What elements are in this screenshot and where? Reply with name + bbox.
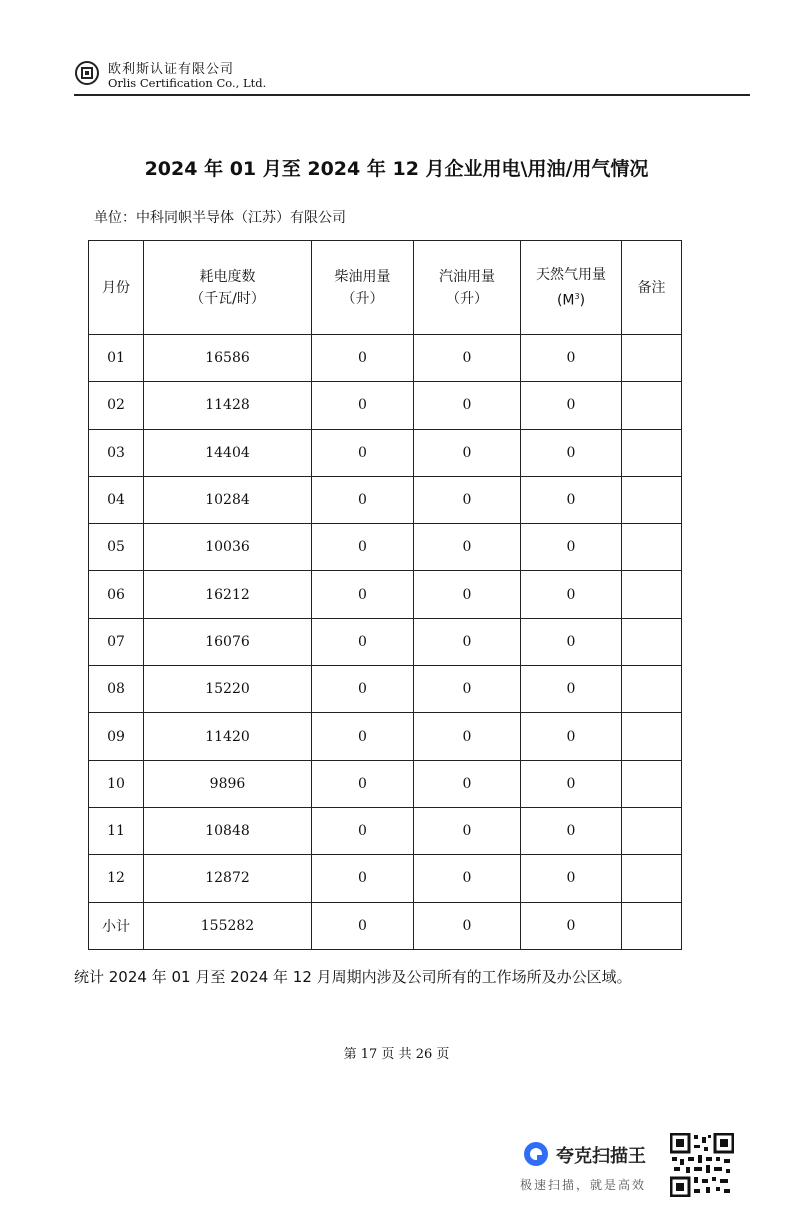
month-cell: 12: [89, 855, 144, 902]
gasoline-cell: 0: [414, 571, 521, 618]
company-logo-icon: [74, 60, 100, 86]
subtotal-gasoline: 0: [414, 902, 521, 949]
note-cell: [622, 855, 682, 902]
gas-cell: 0: [521, 335, 622, 382]
table-row: [89, 855, 682, 902]
column-header-natural-gas: 天然气用量 $(M^3)$: [521, 241, 622, 335]
electricity-cell: 11420: [144, 713, 312, 760]
electricity-cell: 16076: [144, 618, 312, 665]
electricity-cell: 10848: [144, 807, 312, 854]
month-cell: 04: [89, 476, 144, 523]
table-row: [89, 713, 682, 760]
page-header: [74, 56, 750, 96]
subtotal-electricity: 155282: [144, 902, 312, 949]
month-cell: 01: [89, 335, 144, 382]
gasoline-cell: 0: [414, 524, 521, 571]
gas-cell: 0: [521, 855, 622, 902]
gas-cell: 0: [521, 713, 622, 760]
subtotal-label: 小计: [89, 902, 144, 949]
month-cell: 07: [89, 618, 144, 665]
month-cell: 05: [89, 524, 144, 571]
table-body: [89, 335, 682, 950]
note-cell: [622, 713, 682, 760]
electricity-cell: 12872: [144, 855, 312, 902]
electricity-cell: 11428: [144, 382, 312, 429]
electricity-cell: 16586: [144, 335, 312, 382]
column-header-note: 备注: [622, 241, 682, 335]
electricity-cell: 16212: [144, 571, 312, 618]
note-cell: [622, 760, 682, 807]
gasoline-cell: 0: [414, 382, 521, 429]
subtotal-diesel: 0: [312, 902, 414, 949]
energy-usage-table: [88, 240, 682, 950]
scanner-brand-name: 夸克扫描王: [556, 1146, 646, 1167]
note-cell: [622, 476, 682, 523]
diesel-cell: 0: [312, 476, 414, 523]
column-header-month: 月份: [89, 241, 144, 335]
gas-cell: 0: [521, 618, 622, 665]
note-cell: [622, 335, 682, 382]
month-cell: 03: [89, 429, 144, 476]
company-name-en: Orlis Certification Co., Ltd.: [108, 76, 267, 90]
gas-cell: 0: [521, 382, 622, 429]
note-cell: [622, 571, 682, 618]
diesel-cell: 0: [312, 713, 414, 760]
gasoline-cell: 0: [414, 666, 521, 713]
column-header-diesel: 柴油用量 （升）: [312, 241, 414, 335]
table-row: [89, 429, 682, 476]
subtotal-gas: 0: [521, 902, 622, 949]
diesel-cell: 0: [312, 760, 414, 807]
table-row: [89, 335, 682, 382]
gasoline-cell: 0: [414, 618, 521, 665]
electricity-cell: 15220: [144, 666, 312, 713]
table-header-row: [89, 241, 682, 335]
table-row: [89, 524, 682, 571]
month-cell: 10: [89, 760, 144, 807]
diesel-cell: 0: [312, 382, 414, 429]
diesel-cell: 0: [312, 429, 414, 476]
electricity-cell: 14404: [144, 429, 312, 476]
month-cell: 06: [89, 571, 144, 618]
table-row: [89, 476, 682, 523]
table-row: [89, 382, 682, 429]
month-cell: 08: [89, 666, 144, 713]
gas-cell: 0: [521, 760, 622, 807]
gasoline-cell: 0: [414, 760, 521, 807]
diesel-cell: 0: [312, 571, 414, 618]
gas-cell: 0: [521, 429, 622, 476]
gasoline-cell: 0: [414, 807, 521, 854]
table-row: [89, 760, 682, 807]
note-cell: [622, 666, 682, 713]
scanner-slogan: 极速扫描，就是高效: [520, 1178, 647, 1192]
table-row: [89, 807, 682, 854]
electricity-cell: 10036: [144, 524, 312, 571]
gasoline-cell: 0: [414, 335, 521, 382]
month-cell: 02: [89, 382, 144, 429]
gas-cell: 0: [521, 476, 622, 523]
gasoline-cell: 0: [414, 855, 521, 902]
gas-cell: 0: [521, 571, 622, 618]
gasoline-cell: 0: [414, 429, 521, 476]
diesel-cell: 0: [312, 618, 414, 665]
quark-logo-icon: [522, 1140, 550, 1168]
document-title: 2024 年 01 月至 2024 年 12 月企业用电\用油/用气情况: [144, 158, 649, 180]
unit-line: 单位：中科同帜半导体（江苏）有限公司: [94, 210, 346, 226]
company-name-cn: 欧利斯认证有限公司: [108, 62, 235, 77]
diesel-cell: 0: [312, 335, 414, 382]
note-cell: [622, 807, 682, 854]
table-row: [89, 571, 682, 618]
subtotal-note: [622, 902, 682, 949]
gas-cell: 0: [521, 524, 622, 571]
note-cell: [622, 429, 682, 476]
gasoline-cell: 0: [414, 476, 521, 523]
month-cell: 11: [89, 807, 144, 854]
page-number: 第 17 页 共 26 页: [343, 1047, 450, 1062]
gas-cell: 0: [521, 807, 622, 854]
gasoline-cell: 0: [414, 713, 521, 760]
table-row-subtotal: [89, 902, 682, 949]
diesel-cell: 0: [312, 807, 414, 854]
diesel-cell: 0: [312, 524, 414, 571]
electricity-cell: 10284: [144, 476, 312, 523]
footnote: 统计 2024 年 01 月至 2024 年 12 月周期内涉及公司所有的工作场所及办公区域。: [74, 968, 632, 986]
note-cell: [622, 618, 682, 665]
scanner-watermark: [518, 1134, 668, 1196]
table-row: [89, 618, 682, 665]
note-cell: [622, 524, 682, 571]
column-header-gasoline: 汽油用量 （升）: [414, 241, 521, 335]
column-header-electricity: 耗电度数 （千瓦/时）: [144, 241, 312, 335]
diesel-cell: 0: [312, 666, 414, 713]
month-cell: 09: [89, 713, 144, 760]
electricity-cell: 9896: [144, 760, 312, 807]
qr-code-icon: [670, 1133, 734, 1197]
note-cell: [622, 382, 682, 429]
diesel-cell: 0: [312, 855, 414, 902]
gas-cell: 0: [521, 666, 622, 713]
table-row: [89, 666, 682, 713]
